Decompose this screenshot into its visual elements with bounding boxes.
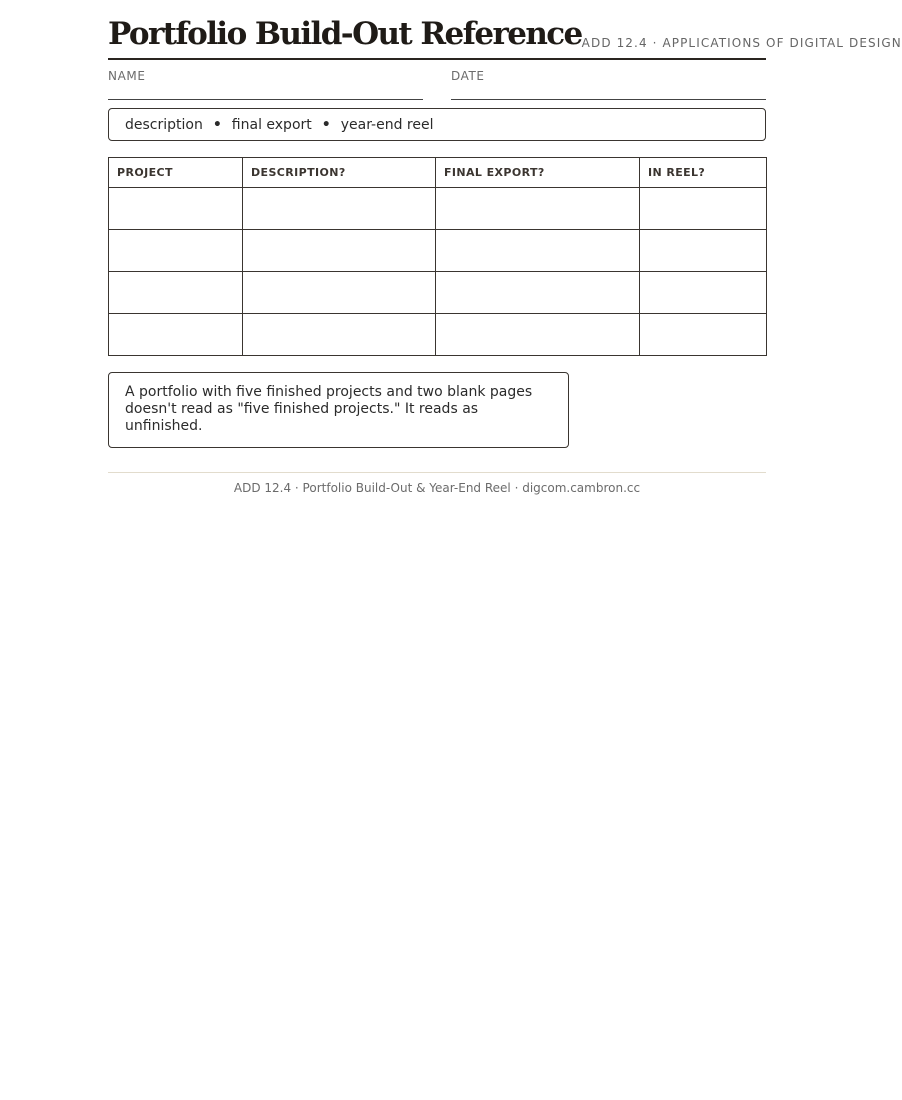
callout-note: A portfolio with five finished projects and two blank pages doesn't read as "five finished projects." It reads as unfinished. [108,372,569,448]
checklist-tags [108,108,766,141]
project-tracker-table [108,157,767,356]
table-cell[interactable] [109,188,243,230]
table-cell[interactable] [436,188,640,230]
student-fields [108,69,766,100]
date-field-label: DATE [451,69,485,83]
course-label: ADD 12.4 · APPLICATIONS OF DIGITAL DESIGN [581,36,902,50]
table-cell[interactable] [640,230,767,272]
bullet-separator: • [321,116,331,133]
column-header-final-export: FINAL EXPORT? [436,158,640,188]
page-title: Portfolio Build-Out Reference [108,16,582,52]
table-cell[interactable] [436,314,640,356]
table-cell[interactable] [109,230,243,272]
table-cell[interactable] [243,272,436,314]
table-row [109,314,767,356]
name-field-label: NAME [108,69,146,83]
column-header-description: DESCRIPTION? [243,158,436,188]
table-row [109,188,767,230]
page-footer: ADD 12.4 · Portfolio Build-Out & Year-End Reel · digcom.cambron.cc [108,472,766,495]
header [108,10,902,60]
table-cell[interactable] [243,188,436,230]
worksheet-page [108,10,902,495]
table-row [109,272,767,314]
table-cell[interactable] [640,314,767,356]
table-cell[interactable] [436,272,640,314]
table-header-row [109,158,767,188]
table-cell[interactable] [640,272,767,314]
table-cell[interactable] [243,314,436,356]
table-cell[interactable] [243,230,436,272]
table-cell[interactable] [640,188,767,230]
column-header-project: PROJECT [109,158,243,188]
column-header-in-reel: IN REEL? [640,158,767,188]
table-row [109,230,767,272]
date-field[interactable] [451,69,766,100]
tag-item: final export [231,116,312,133]
table-cell[interactable] [109,272,243,314]
tag-item: description [125,116,203,133]
name-field[interactable] [108,69,423,100]
bullet-separator: • [212,116,222,133]
tag-item: year-end reel [340,116,434,133]
table-cell[interactable] [436,230,640,272]
table-cell[interactable] [109,314,243,356]
